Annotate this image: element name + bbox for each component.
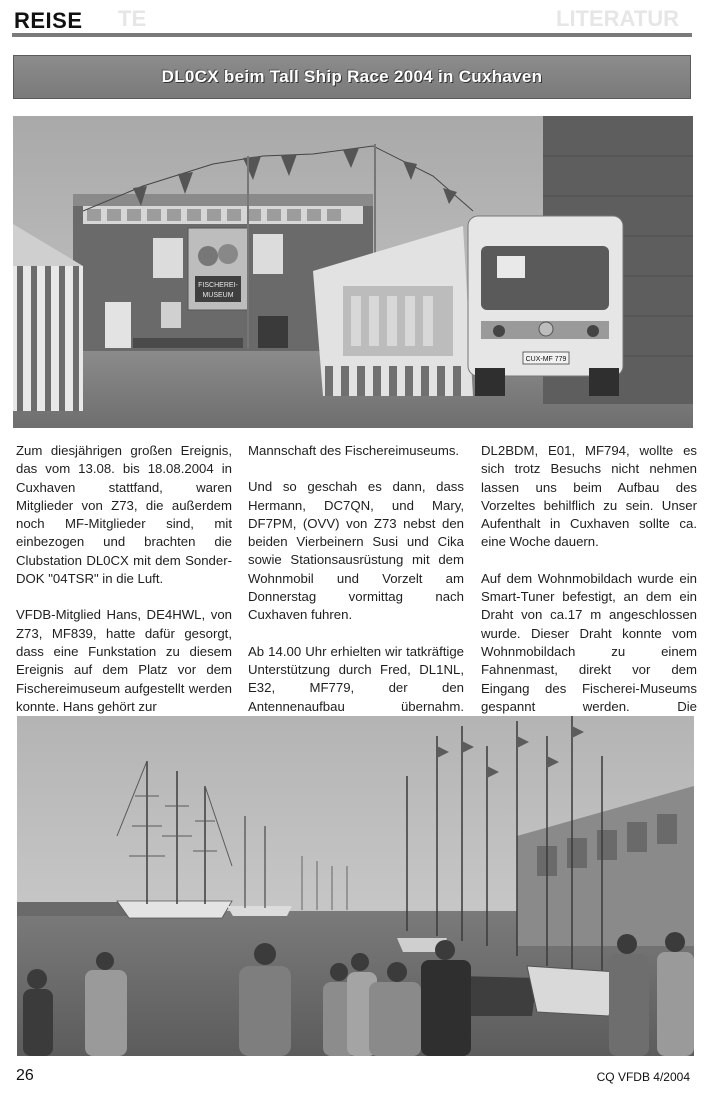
paragraph: VFDB-Mitglied Hans, DE4HWL, von Z73, MF839, hatte dafür gesorgt, dass eine Funkstation zu diesem Ereignis auf dem Platz vor dem Fischereimuseum aufgestellt werden konnte. Hans gehört zur	[16, 607, 232, 714]
title-banner	[13, 55, 691, 99]
page-number: 26	[16, 1067, 34, 1084]
photo-museum-camper	[13, 116, 693, 428]
ghost-header-left: TE	[118, 6, 147, 31]
paragraph: Mannschaft des Fischereimuseums.	[248, 443, 460, 458]
paragraph: DL2BDM, E01, MF794, wollte es sich trotz Besuchs nicht nehmen lassen uns beim Aufbau des Vorzeltes behilflich zu sein. Unser Aufenthalt in Cuxhaven sollte ca. eine Woche dauern.	[481, 443, 697, 550]
article-column-3	[481, 442, 697, 752]
article-column-1	[16, 442, 232, 734]
section-label: REISE	[14, 8, 83, 33]
svg-text:FISCHEREI-: FISCHEREI-	[198, 282, 238, 289]
article-column-2	[248, 442, 464, 752]
paragraph: Ab 14.00 Uhr erhielten wir tatkräftige Unterstützung durch Fred, DL1NL, E32, MF779, der den Antennenaufbau übernahm.	[248, 643, 464, 714]
paragraph: Auf dem Wohnmobildach wurde ein Smart-Tuner befestigt, an dem ein Draht von ca.17 m angeschlossen wurde. Dieser Draht konnte vom Wohnmobildach zu einem Fahnenmast, direkt vor dem Eingang des Fischerei-Museums gespannt werden. Die	[481, 570, 697, 714]
photo-tall-ships-harbor	[17, 716, 694, 1056]
magazine-issue: CQ VFDB 4/2004	[596, 1070, 690, 1084]
article-title: DL0CX beim Tall Ship Race 2004 in Cuxhaven	[161, 67, 543, 86]
svg-text:CUX-MF 779: CUX-MF 779	[525, 356, 567, 363]
svg-text:MUSEUM: MUSEUM	[202, 292, 234, 299]
ghost-header-right: LITERATUR	[556, 6, 680, 31]
paragraph: Und so geschah es dann, dass Hermann, DC7QN, und Mary, DF7PM, (OVV) von Z73 nebst den beiden Vierbeinern Susi und Cika sowie Stationsausrüstung mit dem Wohnmobil und Vorzelt am Donnerstag vormittag nach Cuxhaven fuhren.	[248, 479, 464, 623]
header-rule	[12, 33, 692, 37]
paragraph: Zum diesjährigen großen Ereignis, das vom 13.08. bis 18.08.2004 in Cuxhaven stattfand, waren Mitglieder von Z73, die außerdem noch MF-Mitglieder sind, mit einbezogen und brachten die Clubstation DL0CX mit dem Sonder-DOK "04TSR" in die Luft.	[16, 443, 232, 587]
